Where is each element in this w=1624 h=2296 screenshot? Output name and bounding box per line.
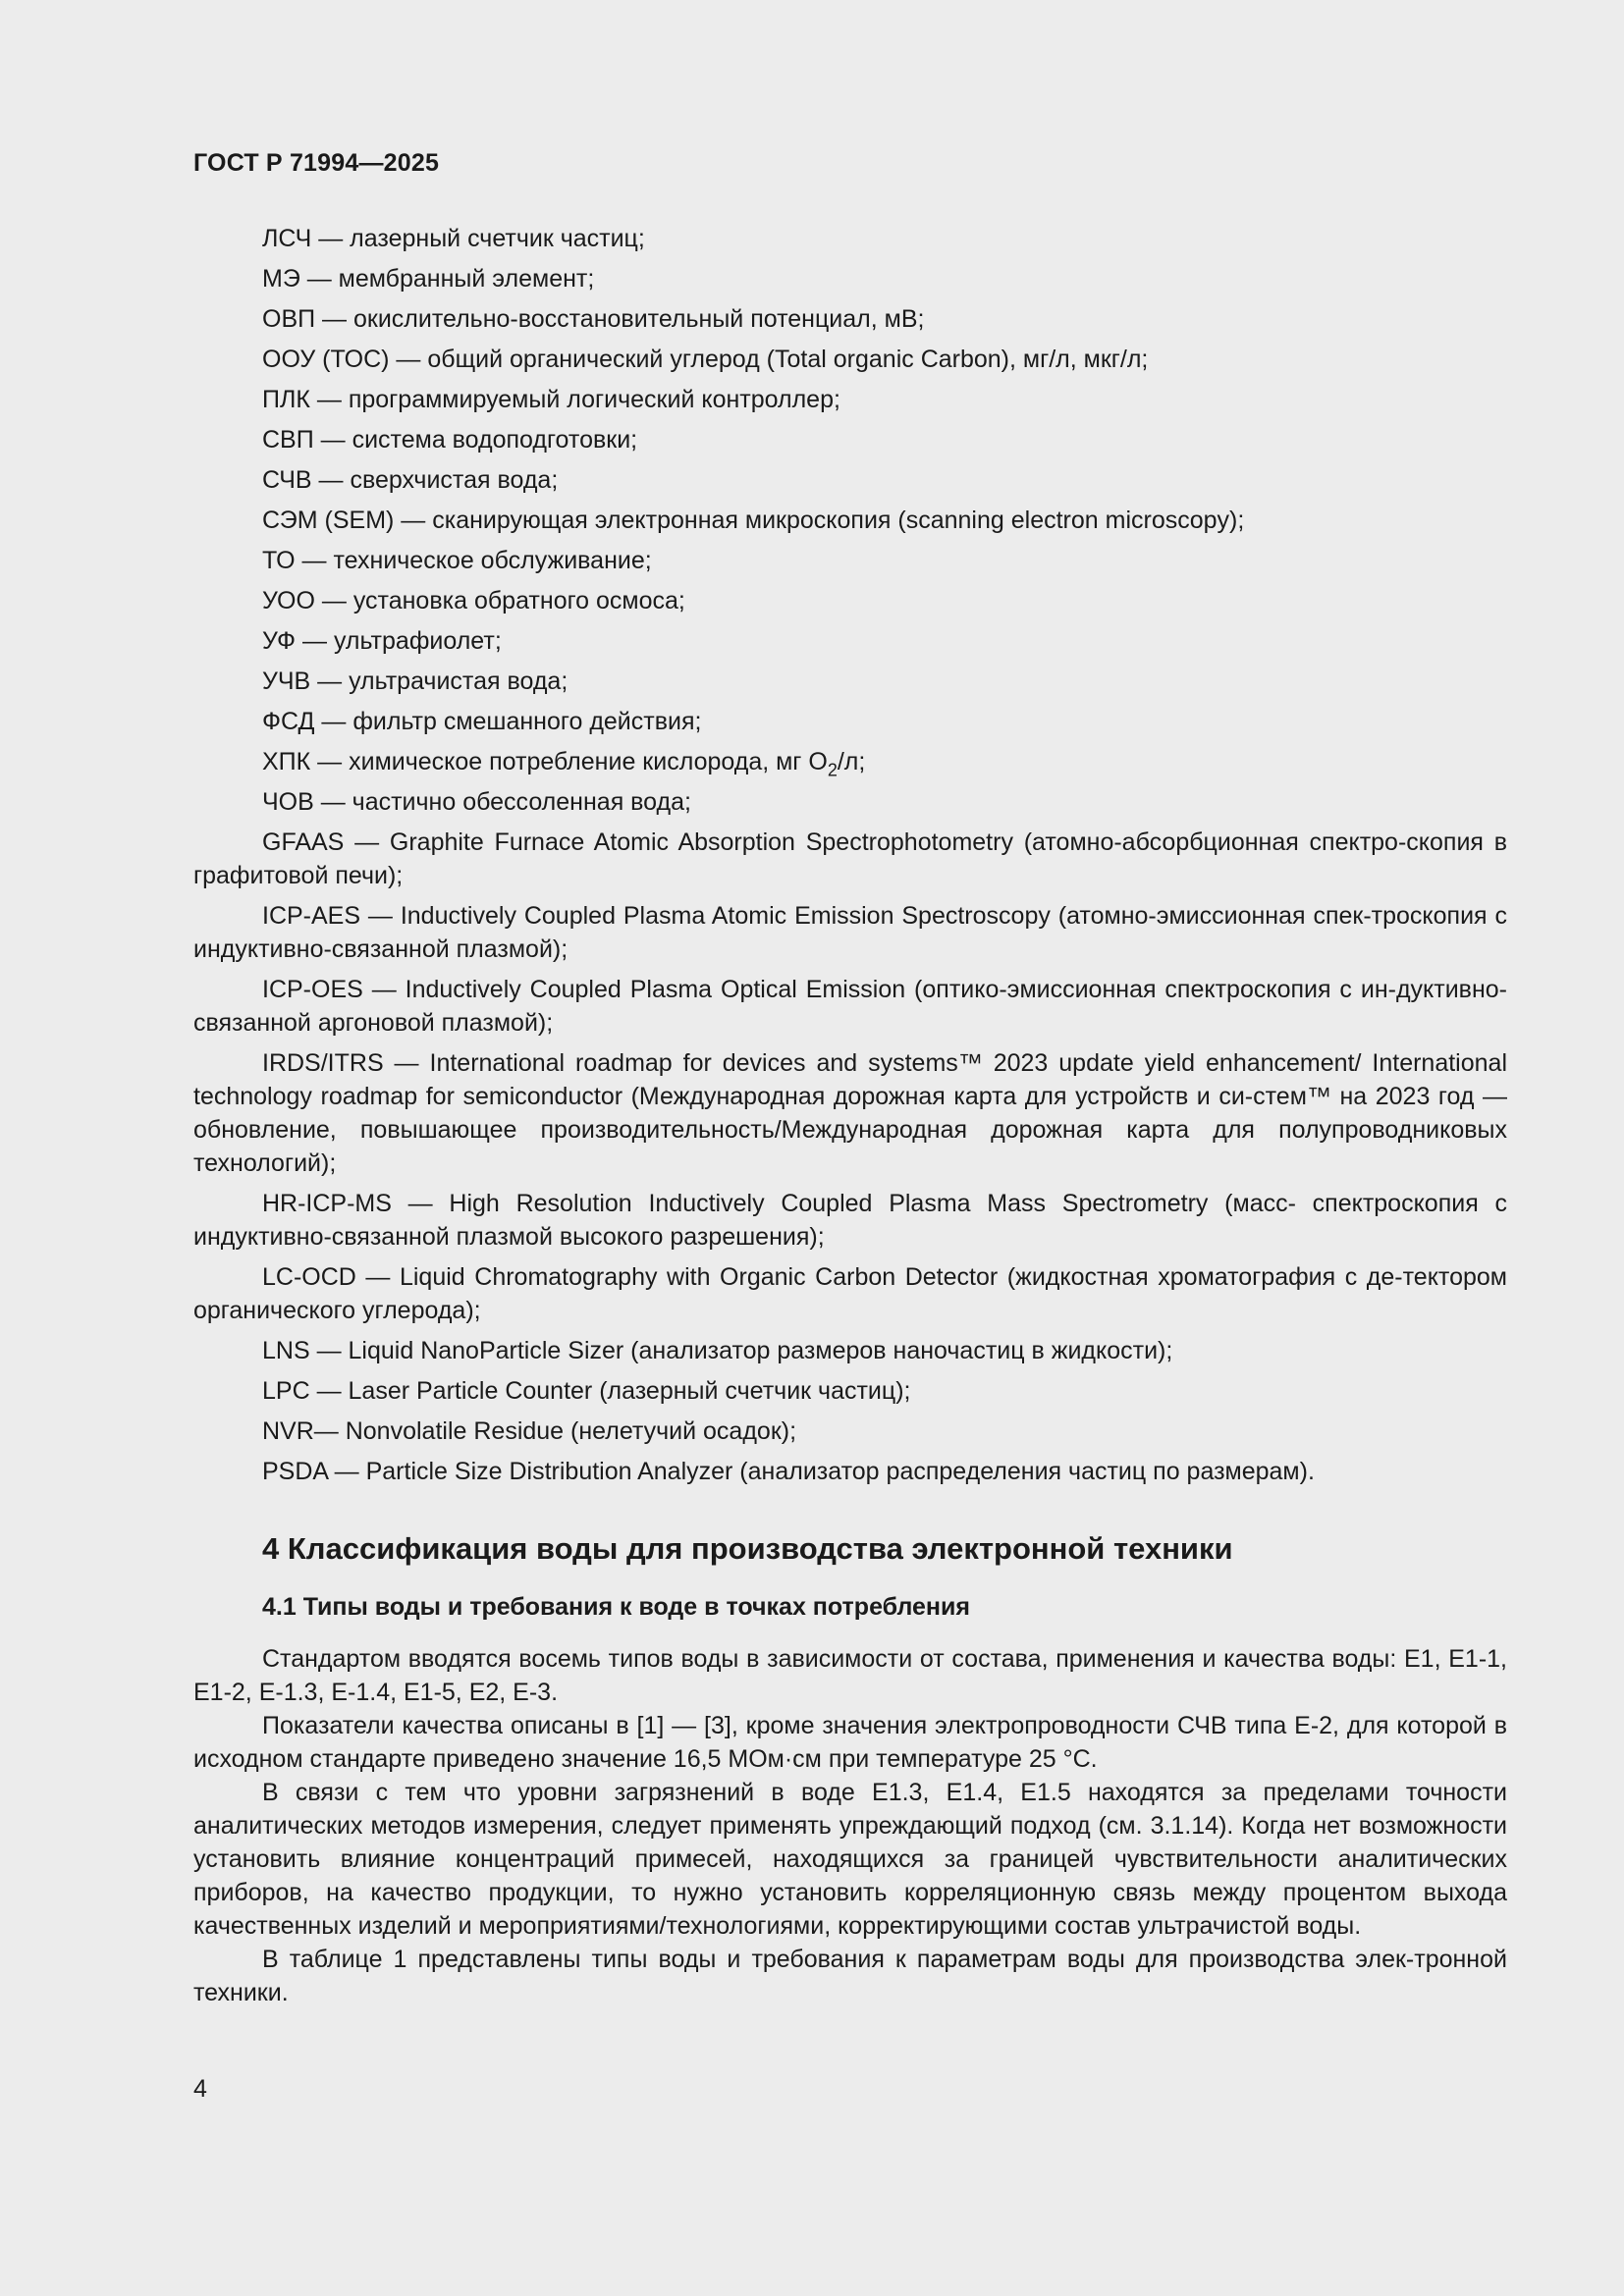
- paragraph: Показатели качества описаны в [1] — [3], кроме значения электропроводности СЧВ типа Е-2, для которой в исходном стандарте приведено значение 16,5 МОм·см при температуре 25 °С.: [193, 1712, 1507, 1773]
- abbreviation-item: ICP-OES — Inductively Coupled Plasma Optical Emission (оптико-эмиссионная спектроскопия с ин-дуктивно-связанной аргоновой плазмой);: [193, 976, 1507, 1037]
- abbreviation-item: IRDS/ITRS — International roadmap for devices and systems™ 2023 update yield enhancement/ International technology roadmap for semiconductor (Международная дорожная карта для устройств и си-стем™ на 2023 год — обновление, повышающее производительность/Международная дорожная карта для полупроводниковых технологий);: [193, 1049, 1507, 1177]
- abbreviation-item: МЭ — мембранный элемент;: [262, 265, 595, 293]
- abbreviation-item: ICP-AES — Inductively Coupled Plasma Atomic Emission Spectroscopy (атомно-эмиссионная спек-троскопия с индуктивно-связанной плазмой);: [193, 902, 1507, 963]
- paragraph: В связи с тем что уровни загрязнений в воде Е1.3, Е1.4, Е1.5 находятся за пределами точности аналитических методов измерения, следует применять упреждающий подход (см. 3.1.14). Когда нет возможности установить влияние концентраций примесей, находящихся за границей чувствительности аналитических приборов, на качество продукции, то нужно установить корреляционную связь между процентом выхода качественных изделий и мероприятиями/технологиями, корректирующими состав ультрачистой воды.: [193, 1779, 1507, 1940]
- abbreviation-item: LNS — Liquid NanoParticle Sizer (анализатор размеров наночастиц в жидкости);: [262, 1337, 1173, 1364]
- abbreviation-item: СВП — система водоподготовки;: [262, 426, 638, 454]
- abbreviation-item: УОО — установка обратного осмоса;: [262, 587, 685, 614]
- abbreviation-item: LPC — Laser Particle Counter (лазерный счетчик частиц);: [262, 1377, 911, 1405]
- abbreviation-item: PSDA — Particle Size Distribution Analyzer (анализатор распределения частиц по размерам).: [262, 1458, 1315, 1485]
- abbreviation-text: ХПК — химическое потребление кислорода, мг O: [262, 748, 828, 775]
- abbreviation-item: ПЛК — программируемый логический контроллер;: [262, 386, 840, 413]
- abbreviation-item: СЧВ — сверхчистая вода;: [262, 466, 559, 494]
- section-body: [193, 1642, 1507, 2009]
- paragraph: Стандартом вводятся восемь типов воды в зависимости от состава, применения и качества воды: Е1, Е1-1, Е1-2, Е-1.3, Е-1.4, Е1-5, Е2, Е-3.: [193, 1645, 1507, 1706]
- subsection-heading: 4.1 Типы воды и требования к воде в точках потребления: [262, 1593, 970, 1621]
- abbreviation-item: УФ — ультрафиолет;: [262, 627, 502, 655]
- abbreviation-item: ООУ (ТОС) — общий органический углерод (Total organic Carbon), мг/л, мкг/л;: [262, 346, 1149, 373]
- abbreviation-item: ТО — техническое обслуживание;: [262, 547, 652, 574]
- abbreviation-item: ЧОВ — частично обессоленная вода;: [262, 788, 691, 816]
- abbreviation-item: GFAAS — Graphite Furnace Atomic Absorption Spectrophotometry (атомно-абсорбционная спектро-скопия в графитовой печи);: [193, 828, 1507, 889]
- abbreviation-item: ЛСЧ — лазерный счетчик частиц;: [262, 225, 645, 252]
- abbreviation-item: СЭМ (SEM) — сканирующая электронная микроскопия (scanning electron microscopy);: [262, 507, 1245, 534]
- document-header: ГОСТ Р 71994—2025: [193, 149, 440, 177]
- subscript: 2: [827, 760, 838, 780]
- abbreviations-list: [193, 222, 1507, 1495]
- abbreviation-item-cod: [193, 745, 1507, 778]
- abbreviation-item: УЧВ — ультрачистая вода;: [262, 667, 568, 695]
- abbreviation-item: NVR— Nonvolatile Residue (нелетучий осадок);: [262, 1417, 797, 1445]
- paragraph: В таблице 1 представлены типы воды и требования к параметрам воды для производства элек-тронной техники.: [193, 1946, 1507, 2006]
- abbreviation-item: ОВП — окислительно-восстановительный потенциал, мВ;: [262, 305, 925, 333]
- section-heading: 4 Классификация воды для производства электронной техники: [262, 1531, 1233, 1566]
- abbreviation-text: /л;: [837, 748, 866, 775]
- abbreviation-item: HR-ICP-MS — High Resolution Inductively Coupled Plasma Mass Spectrometry (масс- спектроскопия с индуктивно-связанной плазмой высокого разрешения);: [193, 1190, 1507, 1251]
- abbreviation-item: ФСД — фильтр смешанного действия;: [262, 708, 702, 735]
- abbreviation-item: LC-OCD — Liquid Chromatography with Organic Carbon Detector (жидкостная хроматография с де-тектором органического углерода);: [193, 1263, 1507, 1324]
- page-number: 4: [193, 2075, 207, 2103]
